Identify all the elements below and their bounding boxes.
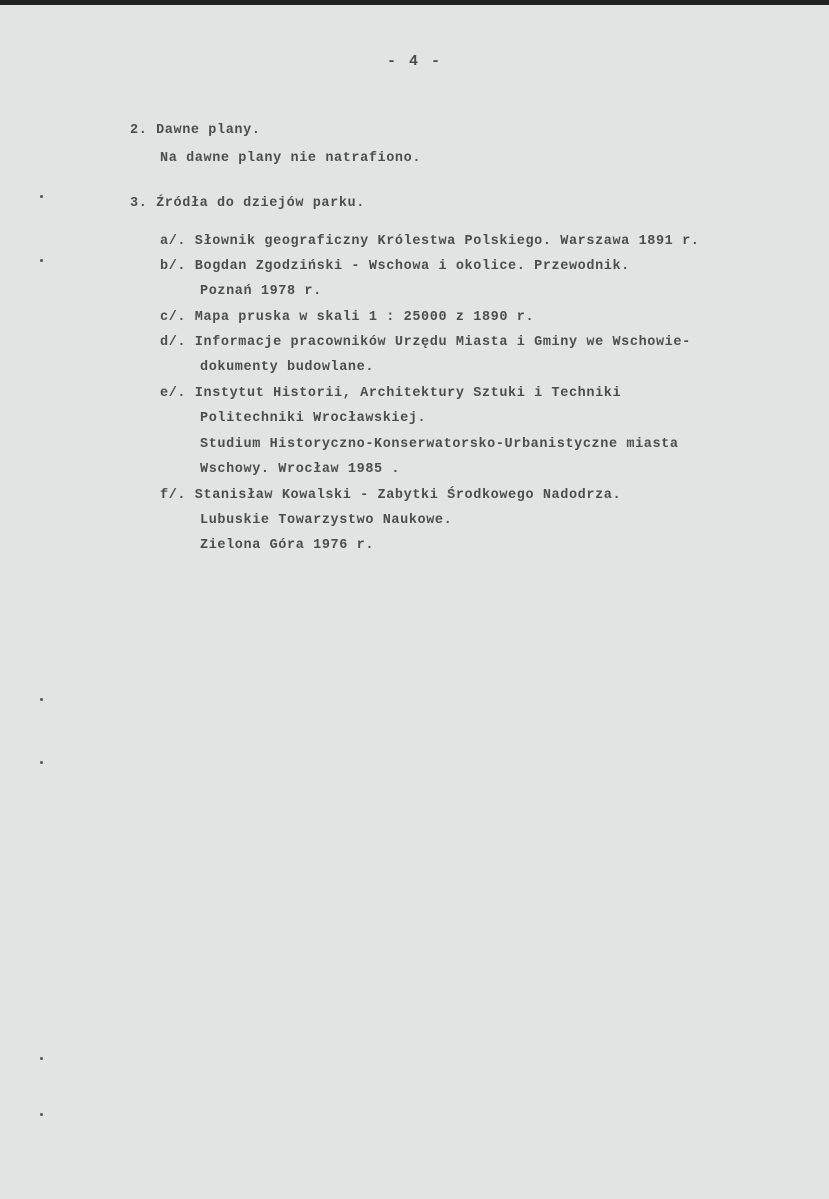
scan-speck: [40, 259, 43, 262]
source-e-line1: e/. Instytut Historii, Architektury Sztuki i Techniki: [160, 386, 622, 401]
source-c: c/. Mapa pruska w skali 1 : 25000 z 1890 r.: [160, 310, 535, 325]
section-2-text: Na dawne plany nie natrafiono.: [160, 151, 422, 166]
scan-speck: [40, 1113, 43, 1116]
source-e-line3: Studium Historyczno-Konserwatorsko-Urbanistyczne miasta: [200, 437, 679, 452]
scan-speck: [40, 698, 43, 701]
source-f-line2: Lubuskie Towarzystwo Naukowe.: [200, 513, 453, 528]
source-b-line1: b/. Bogdan Zgodziński - Wschowa i okolice. Przewodnik.: [160, 259, 630, 274]
source-e-line4: Wschowy. Wrocław 1985 .: [200, 462, 401, 477]
section-2-heading: 2. Dawne plany.: [130, 123, 261, 138]
source-f-line1: f/. Stanisław Kowalski - Zabytki Środkowego Nadodrza.: [160, 488, 622, 503]
page-number: - 4 -: [386, 53, 442, 70]
scan-speck: [40, 195, 43, 198]
source-d-line2: dokumenty budowlane.: [200, 360, 375, 375]
section-3-heading: 3. Źródła do dziejów parku.: [130, 196, 365, 211]
source-a: a/. Słownik geograficzny Królestwa Polskiego. Warszawa 1891 r.: [160, 234, 700, 249]
source-e-line2: Politechniki Wrocławskiej.: [200, 411, 427, 426]
scan-speck: [40, 761, 43, 764]
scan-speck: [40, 1057, 43, 1060]
source-f-line3: Zielona Góra 1976 r.: [200, 538, 375, 553]
source-b-line2: Poznań 1978 r.: [200, 284, 322, 299]
source-d-line1: d/. Informacje pracowników Urzędu Miasta i Gminy we Wschowie-: [160, 335, 691, 350]
